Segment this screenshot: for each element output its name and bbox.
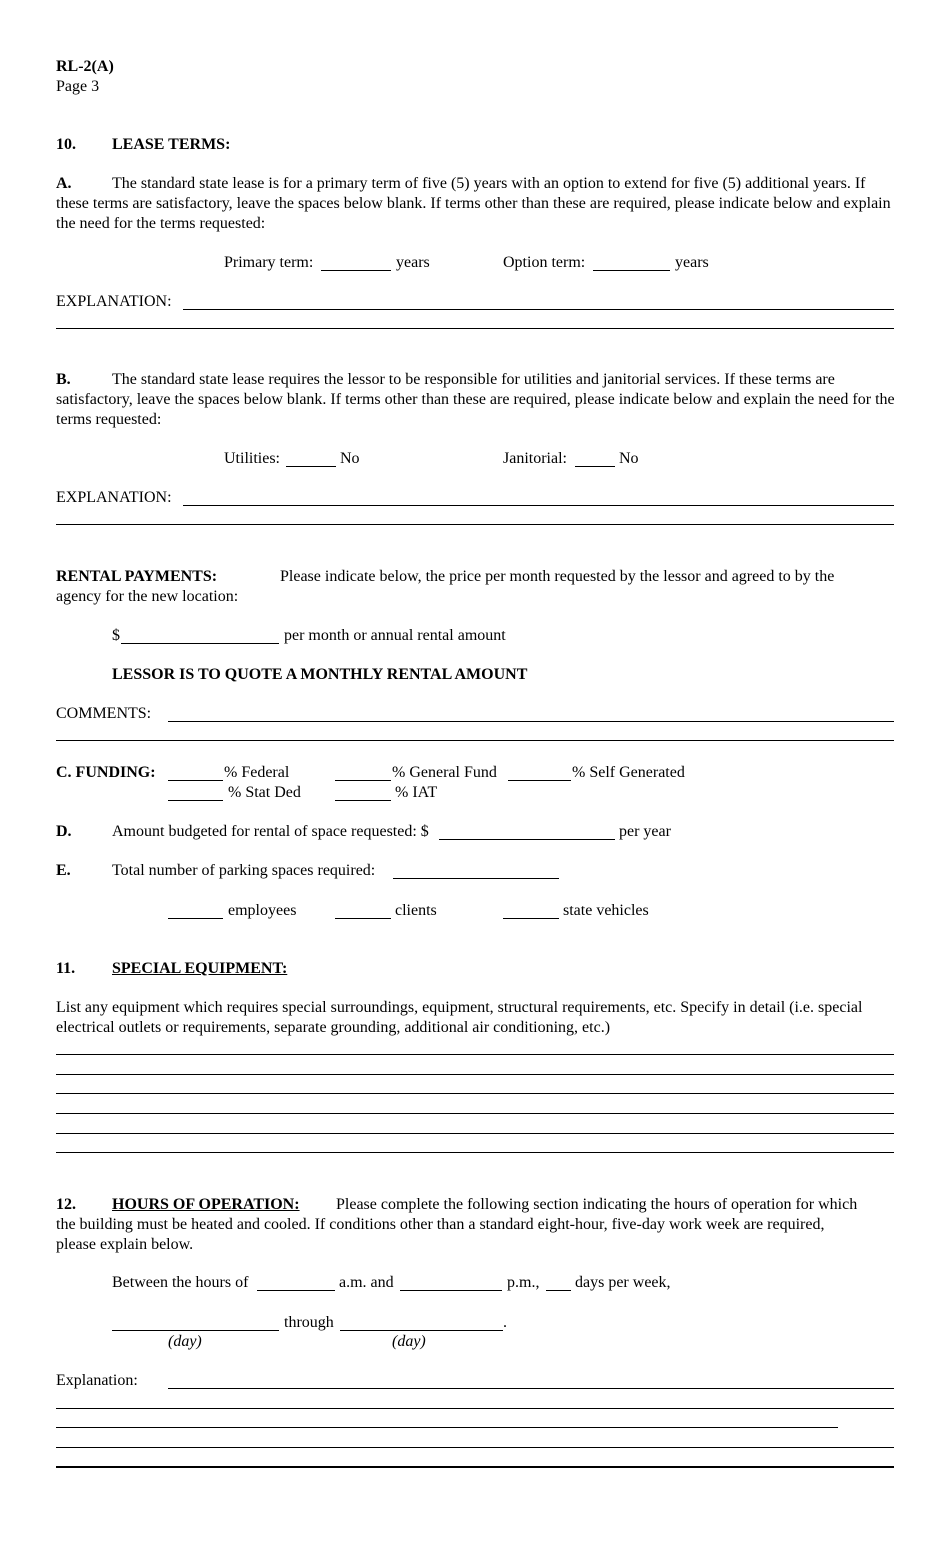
- section-10b-letter: B.: [56, 371, 71, 388]
- hours-explanation-line-3[interactable]: [56, 1427, 838, 1428]
- explanation-a-label: EXPLANATION:: [56, 293, 172, 310]
- section-10-title: LEASE TERMS:: [112, 136, 231, 153]
- explanation-b-line-2[interactable]: [56, 524, 894, 525]
- pm-label: p.m.,: [507, 1274, 540, 1291]
- explanation-b-label: EXPLANATION:: [56, 489, 172, 506]
- section-10a-letter: A.: [56, 175, 72, 192]
- rental-dollar-sign: $: [112, 627, 120, 644]
- equipment-line-1[interactable]: [56, 1054, 894, 1055]
- comments-label: COMMENTS:: [56, 705, 152, 722]
- between-hours-label: Between the hours of: [112, 1274, 249, 1291]
- rental-amount-field[interactable]: [121, 643, 279, 644]
- section-11-title: SPECIAL EQUIPMENT:: [112, 960, 288, 977]
- federal-field[interactable]: [168, 780, 223, 781]
- stat-ded-label: % Stat Ded: [228, 784, 301, 801]
- hours-explanation-line-4[interactable]: [56, 1447, 894, 1448]
- janitorial-field[interactable]: [575, 466, 615, 467]
- equipment-line-6[interactable]: [56, 1152, 894, 1153]
- section-10b-paragraph: [56, 370, 896, 430]
- section-12-text-1: Please complete the following section indicating the hours of operation for which: [336, 1196, 858, 1213]
- option-term-label: Option term:: [503, 254, 586, 271]
- rental-payments-text-2: agency for the new location:: [56, 588, 239, 605]
- option-term-years: years: [675, 254, 709, 271]
- end-hour-field[interactable]: [400, 1290, 502, 1291]
- equipment-line-5[interactable]: [56, 1133, 894, 1134]
- equipment-line-4[interactable]: [56, 1113, 894, 1114]
- rental-payments-text-1: Please indicate below, the price per month requested by the lessor and agreed to by the: [280, 568, 835, 585]
- section-e-letter: E.: [56, 862, 71, 879]
- section-10a-text: The standard state lease is for a primary term of five (5) years with an option to extend for five (5) additional years. If these terms are satisfactory, leave the spaces below blank. If terms other than these are required, please indicate below and explain the need for the terms requested:: [56, 175, 891, 232]
- hours-explanation-line-5[interactable]: [56, 1466, 894, 1468]
- primary-term-field[interactable]: [321, 270, 391, 271]
- primary-term-years: years: [396, 254, 430, 271]
- hours-explanation-line-2[interactable]: [56, 1408, 894, 1409]
- option-term-field[interactable]: [593, 270, 670, 271]
- employees-field[interactable]: [168, 918, 223, 919]
- general-fund-field[interactable]: [335, 780, 391, 781]
- rental-payments-title: RENTAL PAYMENTS:: [56, 568, 218, 585]
- start-day-field[interactable]: [112, 1330, 279, 1331]
- section-d-letter: D.: [56, 823, 72, 840]
- clients-field[interactable]: [335, 918, 391, 919]
- iat-field[interactable]: [335, 800, 391, 801]
- days-per-week-label: days per week,: [575, 1274, 671, 1291]
- iat-label: % IAT: [395, 784, 438, 801]
- funding-label: C. FUNDING:: [56, 764, 156, 781]
- rental-notice: LESSOR IS TO QUOTE A MONTHLY RENTAL AMOUNT: [112, 666, 528, 683]
- section-10b-text: The standard state lease requires the lessor to be responsible for utilities and janitorial services. If these terms are satisfactory, leave the spaces below blank. If terms other than these are required, please indicate below and explain the need for the terms requested:: [56, 371, 895, 428]
- section-11-text: List any equipment which requires special surroundings, equipment, structural requirements, etc. Specify in detail (i.e. special electrical outlets or requirements, separate grounding, additional air conditioning, etc.): [56, 999, 863, 1036]
- hours-explanation-label: Explanation:: [56, 1372, 138, 1389]
- am-and-label: a.m. and: [339, 1274, 394, 1291]
- hours-explanation-field[interactable]: [168, 1388, 894, 1389]
- section-10-number: 10.: [56, 136, 76, 153]
- explanation-b-field[interactable]: [183, 505, 894, 506]
- section-12-text-3: please explain below.: [56, 1236, 194, 1253]
- equipment-line-2[interactable]: [56, 1074, 894, 1075]
- clients-label: clients: [395, 902, 437, 919]
- through-label: through: [284, 1314, 334, 1331]
- state-vehicles-label: state vehicles: [563, 902, 649, 919]
- comments-field[interactable]: [168, 721, 894, 722]
- janitorial-no: No: [619, 450, 639, 467]
- self-generated-field[interactable]: [508, 780, 571, 781]
- budget-amount-field[interactable]: [439, 839, 615, 840]
- section-11-number: 11.: [56, 960, 76, 977]
- section-12-text-2: the building must be heated and cooled. If conditions other than a standard eight-hour, five-day work week are required,: [56, 1216, 825, 1233]
- stat-ded-field[interactable]: [168, 800, 223, 801]
- days-per-week-field[interactable]: [546, 1290, 571, 1291]
- start-hour-field[interactable]: [257, 1290, 335, 1291]
- through-period: .: [503, 1314, 507, 1331]
- utilities-field[interactable]: [286, 466, 336, 467]
- end-day-caption: (day): [392, 1333, 426, 1350]
- parking-total-field[interactable]: [393, 878, 559, 879]
- section-d-suffix: per year: [619, 823, 671, 840]
- form-id: RL-2(A): [56, 58, 114, 75]
- employees-label: employees: [228, 902, 297, 919]
- federal-label: % Federal: [224, 764, 290, 781]
- section-12-number: 12.: [56, 1196, 76, 1213]
- comments-line-2[interactable]: [56, 740, 894, 741]
- equipment-line-3[interactable]: [56, 1093, 894, 1094]
- page-number: Page 3: [56, 78, 100, 95]
- section-d-text: Amount budgeted for rental of space requested: $: [112, 823, 429, 840]
- section-12-title: HOURS OF OPERATION:: [112, 1196, 300, 1213]
- janitorial-label: Janitorial:: [503, 450, 567, 467]
- utilities-label: Utilities:: [224, 450, 280, 467]
- end-day-field[interactable]: [340, 1330, 503, 1331]
- rental-amount-suffix: per month or annual rental amount: [284, 627, 506, 644]
- state-vehicles-field[interactable]: [503, 918, 559, 919]
- start-day-caption: (day): [168, 1333, 202, 1350]
- utilities-no: No: [340, 450, 360, 467]
- self-generated-label: % Self Generated: [572, 764, 685, 781]
- section-e-text: Total number of parking spaces required:: [112, 862, 376, 879]
- primary-term-label: Primary term:: [224, 254, 314, 271]
- section-10a-paragraph: [56, 174, 896, 234]
- explanation-a-field[interactable]: [183, 309, 894, 310]
- general-fund-label: % General Fund: [392, 764, 497, 781]
- explanation-a-line-2[interactable]: [56, 328, 894, 329]
